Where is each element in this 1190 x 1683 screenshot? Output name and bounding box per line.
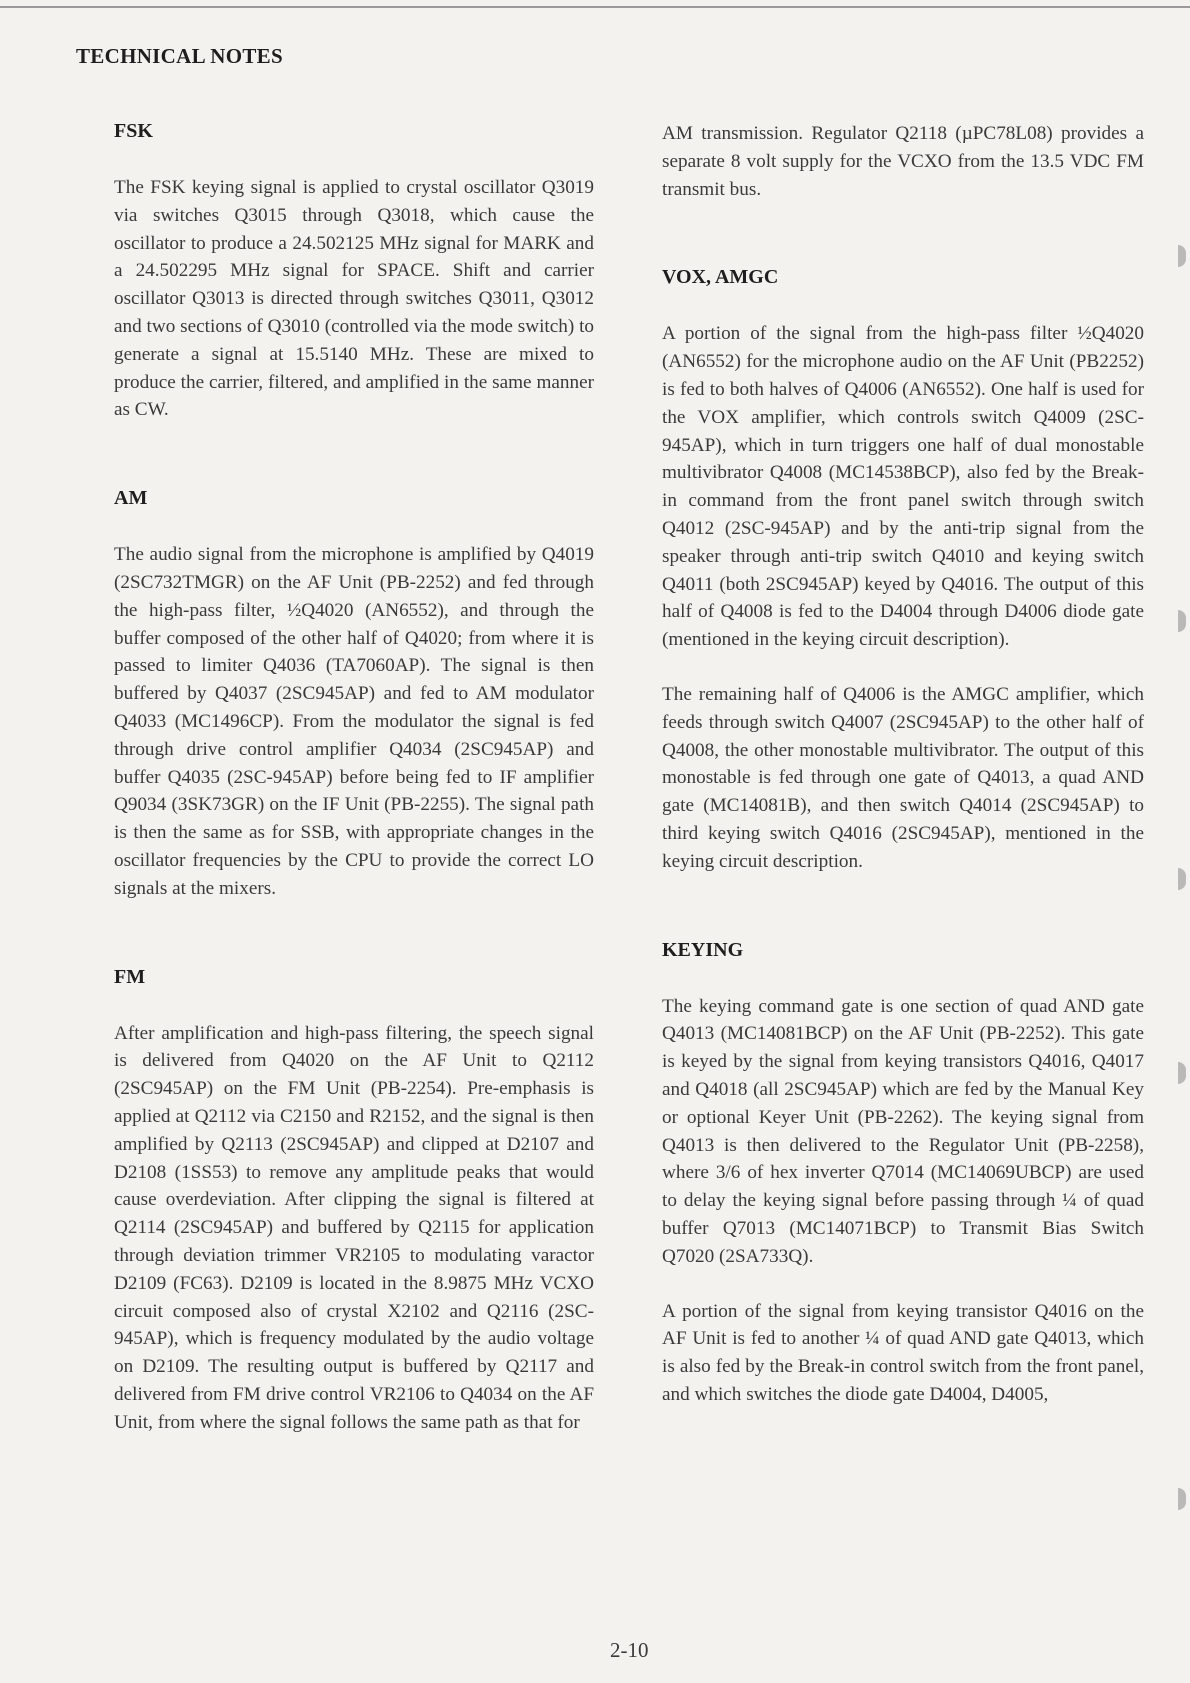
heading-fsk: FSK	[114, 120, 153, 142]
paragraph-keying-1: The keying command gate is one section of quad AND gate Q4013 (MC14081BCP) on the AF Unit (PB-2252). This gate is keyed by the signal from keying transistors Q4016, Q4017 and Q4018 (all 2SC945AP) which are fed by the Manual Key or optional Keyer Unit (PB-2262). The keying signal from Q4013 is then delivered to the Regulator Unit (PB-2258), where 3/6 of hex inverter Q7014 (MC14069UBCP) are used to delay the keying signal before passing through ¼ of quad buffer Q7013 (MC14071BCP) to Transmit Bias Switch Q7020 (2SA733Q).	[662, 995, 1144, 1267]
left-column	[114, 120, 594, 1436]
section-fsk	[114, 120, 594, 424]
paragraph-vox-2: The remaining half of Q4006 is the AMGC amplifier, which feeds through switch Q4007 (2SC945AP) to the other half of Q4008, the other monostable multivibrator. The output of this monostable is fed through one gate of Q4013, a quad AND gate (MC14081B), and then switch Q4014 (2SC945AP) to third keying switch Q4016 (2SC945AP), mentioned in the keying circuit description.	[662, 683, 1144, 872]
section-am-continued	[662, 120, 1144, 203]
heading-keying: KEYING	[662, 938, 744, 961]
binding-hole-mark	[1178, 1062, 1186, 1084]
binding-hole-mark	[1178, 868, 1186, 890]
section-am	[114, 487, 594, 902]
paragraph-vox-1: A portion of the signal from the high-pass filter ½Q4020 (AN6552) for the microphone audio on the AF Unit (PB2252) is fed to both halves of Q4006 (AN6552). One half is used for the VOX amplifier, which controls switch Q4009 (2SC-945AP), which in turn triggers one half of dual monostable multivibrator Q4008 (MC14538BCP), also fed by the Break-in command from the front panel switch through switch Q4012 (2SC-945AP) and by the anti-trip signal from the speaker through anti-trip switch Q4010 and keying switch Q4011 (both 2SC945AP) keyed by Q4016. The output of this half of Q4008 is fed to the D4004 through D4006 diode gate (mentioned in the keying circuit description).	[662, 323, 1144, 651]
paragraph-fm: After amplification and high-pass filtering, the speech signal is delivered from Q4020 on the AF Unit to Q2112 (2SC945AP) on the FM Unit (PB-2254). Pre-emphasis is applied at Q2112 via C2150 and R2152, and the signal is then amplified by Q2113 (2SC945AP) and clipped at D2107 and D2108 (1SS53) to remove any amplitude peaks that would cause overdeviation. After clipping the signal is filtered at Q2114 (2SC945AP) and buffered by Q2115 for application through deviation trimmer VR2105 to modulating varactor D2109 (FC63). D2109 is located in the 8.9875 MHz VCXO circuit composed also of crystal X2102 and Q2116 (2SC-945AP), which is frequency modulated by the audio voltage on D2109. The resulting output is buffered by Q2117 and delivered from FM drive control VR2106 to Q4034 on the AF Unit, from where the signal follows the same path as that for	[114, 1022, 594, 1433]
section-keying	[662, 939, 1144, 1409]
right-column	[662, 120, 1144, 1409]
binding-hole-mark	[1178, 245, 1186, 267]
page-header: TECHNICAL NOTES	[76, 44, 283, 68]
heading-fm: FM	[114, 965, 146, 988]
top-rule	[0, 6, 1190, 8]
paragraph-am-continued: AM transmission. Regulator Q2118 (µPC78L08) provides a separate 8 volt supply for the VCXO from the 13.5 VDC FM transmit bus.	[662, 123, 1144, 200]
binding-hole-mark	[1178, 1488, 1186, 1510]
binding-hole-mark	[1178, 610, 1186, 632]
paragraph-keying-2: A portion of the signal from keying transistor Q4016 on the AF Unit is fed to another ¼ of quad AND gate Q4013, which is also fed by the Break-in control switch from the front panel, and which switches the diode gate D4004, D4005,	[662, 1300, 1144, 1405]
paragraph-am: The audio signal from the microphone is amplified by Q4019 (2SC732TMGR) on the AF Unit (PB-2252) and fed through the high-pass filter, ½Q4020 (AN6552), and through the buffer composed of the other half of Q4020; from where it is passed to limiter Q4036 (TA7060AP). The signal is then buffered by Q4037 (2SC945AP) and fed to AM modulator Q4033 (MC1496CP). From the modulator the signal is fed through drive control amplifier Q4034 (2SC945AP) and buffer Q4035 (2SC-945AP) before being fed to IF amplifier Q9034 (3SK73GR) on the IF Unit (PB-2255). The signal path is then the same as for SSB, with appropriate changes in the oscillator frequencies by the CPU to provide the correct LO signals at the mixers.	[114, 544, 594, 899]
section-vox-amgc	[662, 266, 1144, 875]
heading-am: AM	[114, 487, 148, 510]
paragraph-fsk: The FSK keying signal is applied to crystal oscillator Q3019 via switches Q3015 through Q3018, which cause the oscillator to produce a 24.502125 MHz signal for MARK and a 24.502295 MHz signal for SPACE. Shift and carrier oscillator Q3013 is directed through switches Q3011, Q3012 and two sections of Q3010 (controlled via the mode switch) to generate a signal at 15.5140 MHz. These are mixed to produce the carrier, filtered, and amplified in the same manner as CW.	[114, 177, 594, 421]
page-number: 2-10	[610, 1638, 649, 1662]
section-fm	[114, 966, 594, 1437]
heading-vox-amgc: VOX, AMGC	[662, 266, 779, 289]
